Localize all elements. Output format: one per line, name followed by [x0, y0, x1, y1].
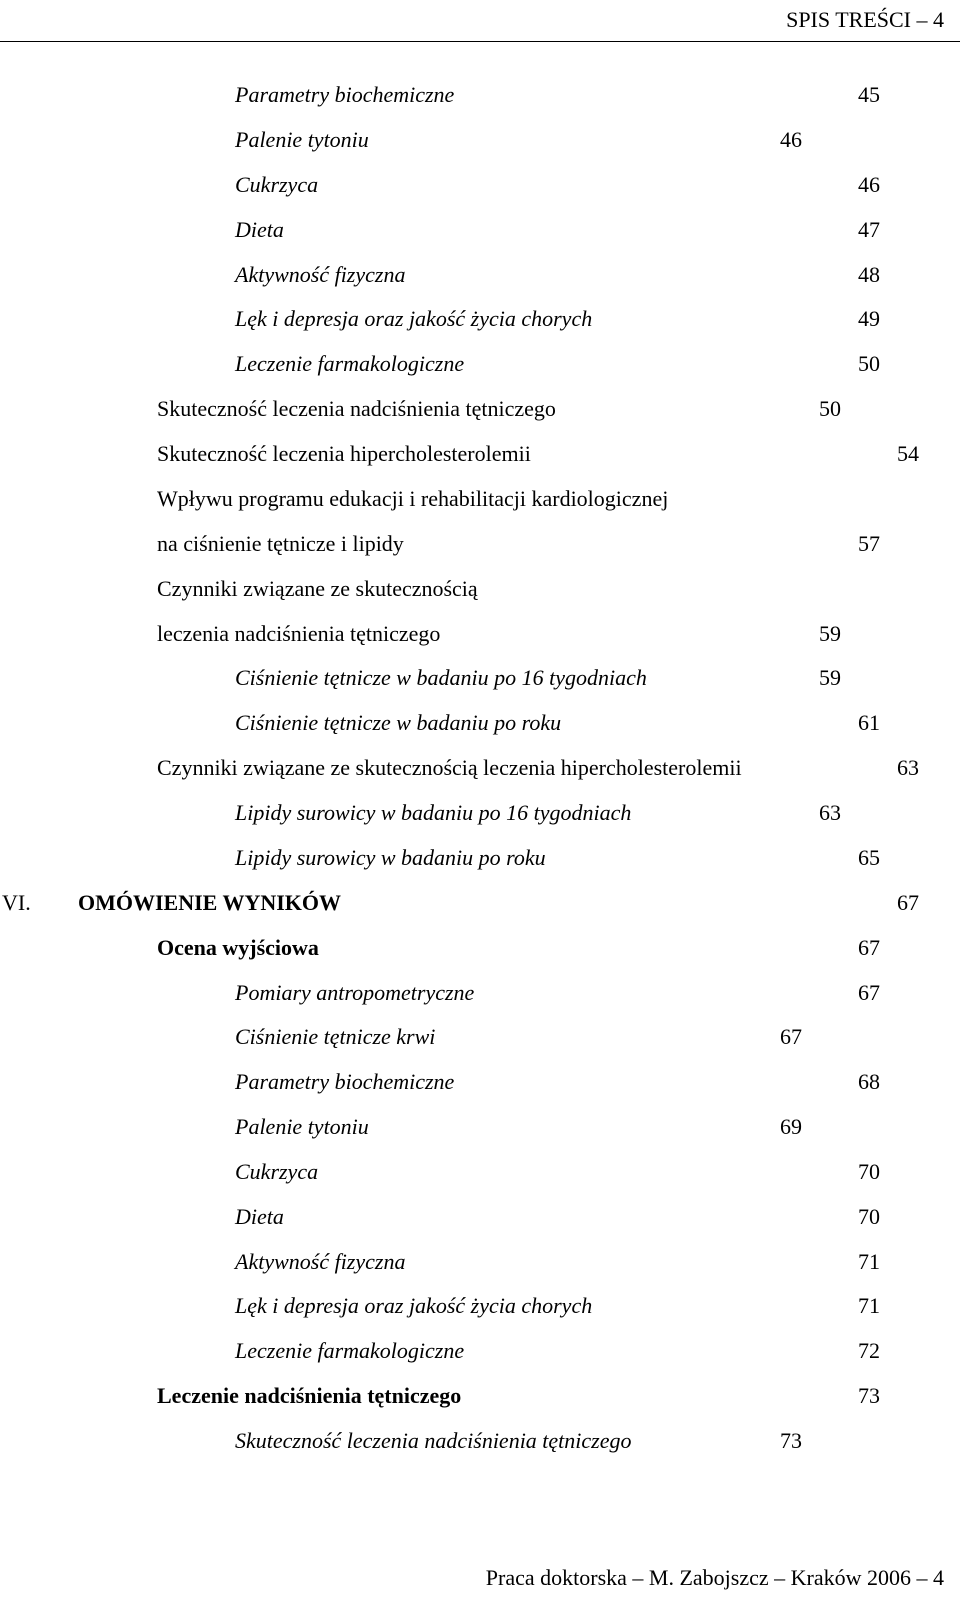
toc-entry-title: OMÓWIENIE WYNIKÓW — [78, 890, 342, 915]
toc-entry-page: 57 — [858, 531, 880, 556]
toc-entry-title: Aktywność fizyczna — [235, 1249, 406, 1274]
toc-entry-title: Ocena wyjściowa — [157, 935, 319, 960]
toc-entry-page: 67 — [780, 1024, 802, 1049]
toc-entry-page: 59 — [819, 621, 841, 646]
toc-entry-page: 65 — [858, 845, 880, 870]
toc-entry — [0, 617, 960, 651]
toc-entry — [0, 1424, 960, 1458]
toc-entry-title: Skuteczność leczenia hipercholesterolemii — [157, 441, 531, 466]
toc-entry-title: Parametry biochemiczne — [235, 1069, 455, 1094]
toc-entry — [0, 1110, 960, 1144]
toc-entry — [0, 1289, 960, 1323]
toc-entry — [0, 661, 960, 695]
toc-entry-page: 59 — [819, 665, 841, 690]
toc-entry-title: Dieta — [235, 1204, 284, 1229]
toc-entry-title: Skuteczność leczenia nadciśnienia tętniczego — [157, 396, 556, 421]
page-footer: Praca doktorska – M. Zabojszcz – Kraków 2006 – 4 — [485, 1565, 944, 1590]
toc-entry-page: 71 — [858, 1249, 880, 1274]
toc-section-entry — [0, 931, 960, 965]
toc-entry — [0, 392, 960, 426]
toc-entry-page: 45 — [858, 82, 880, 107]
toc-entry-page: 47 — [858, 217, 880, 242]
toc-entry — [0, 437, 960, 471]
toc-entry-page: 54 — [897, 441, 919, 466]
toc-entry — [0, 1065, 960, 1099]
toc-entry-title: Leczenie farmakologiczne — [235, 1338, 465, 1363]
toc-entry — [0, 302, 960, 336]
toc-entry — [0, 976, 960, 1010]
toc-entry — [0, 347, 960, 381]
toc-entry-page: 70 — [858, 1204, 880, 1229]
toc-entry-title: Aktywność fizyczna — [235, 262, 406, 287]
toc-entry-title: Ciśnienie tętnicze w badaniu po 16 tygodniach — [235, 665, 647, 690]
toc-entry-title: Lęk i depresja oraz jakość życia chorych — [235, 306, 593, 331]
toc-entry-page: 69 — [780, 1114, 802, 1139]
toc-entry-title: Palenie tytoniu — [235, 127, 369, 152]
toc-entry-page: 49 — [858, 306, 880, 331]
toc-entry-page: 61 — [858, 710, 880, 735]
toc-entry-title: Cukrzyca — [235, 1159, 319, 1184]
toc-entry-title: Cukrzyca — [235, 172, 319, 197]
toc-entry — [0, 258, 960, 292]
toc-entry-page: 72 — [858, 1338, 880, 1363]
toc-entry-title: leczenia nadciśnienia tętniczego — [157, 621, 441, 646]
toc-entry — [0, 527, 960, 561]
toc-entry-title: Ciśnienie tętnicze w badaniu po roku — [235, 710, 562, 735]
toc-entry-page: 67 — [897, 890, 919, 915]
toc-entry-title: Wpływu programu edukacji i rehabilitacji kardiologicznej — [157, 486, 669, 511]
toc-entry — [0, 1020, 960, 1054]
toc-entry-page: 68 — [858, 1069, 880, 1094]
toc-entry — [0, 1200, 960, 1234]
toc-entry — [0, 1334, 960, 1368]
toc-entry-page: 46 — [780, 127, 802, 152]
toc-section-entry — [0, 1379, 960, 1413]
toc-entry — [0, 213, 960, 247]
toc-entry-title: Czynniki związane ze skutecznością — [157, 576, 478, 601]
toc-entry-title: na ciśnienie tętnicze i lipidy — [157, 531, 404, 556]
toc-entry-title: Palenie tytoniu — [235, 1114, 369, 1139]
toc-entry-title: Lipidy surowicy w badaniu po roku — [235, 845, 546, 870]
toc-chapter-entry — [0, 886, 960, 920]
toc-entry-page: 67 — [858, 935, 880, 960]
toc-entry-title: Dieta — [235, 217, 284, 242]
toc-entry-title: Pomiary antropometryczne — [235, 980, 475, 1005]
toc-entry-page: 71 — [858, 1293, 880, 1318]
toc-entry-page: 50 — [858, 351, 880, 376]
chapter-number: VI. — [2, 890, 31, 915]
toc-entry — [0, 168, 960, 202]
toc-entry — [0, 706, 960, 740]
toc-entry-page: 73 — [780, 1428, 802, 1453]
toc-entry-title: Leczenie farmakologiczne — [235, 351, 465, 376]
toc-entry-page: 50 — [819, 396, 841, 421]
toc-entry — [0, 123, 960, 157]
toc-entry — [0, 841, 960, 875]
toc-entry-page: 70 — [858, 1159, 880, 1184]
toc-entry — [0, 1155, 960, 1189]
running-header: SPIS TREŚCI – 4 — [786, 7, 944, 32]
toc-entry-title: Leczenie nadciśnienia tętniczego — [157, 1383, 462, 1408]
toc-entry-title: Ciśnienie tętnicze krwi — [235, 1024, 436, 1049]
toc-entry-page: 73 — [858, 1383, 880, 1408]
toc-entry-page: 67 — [858, 980, 880, 1005]
toc-entry-page: 46 — [858, 172, 880, 197]
toc-entry — [0, 1245, 960, 1279]
toc-entry-page: 48 — [858, 262, 880, 287]
toc-entry-title: Parametry biochemiczne — [235, 82, 455, 107]
toc-entry — [0, 78, 960, 112]
toc-entry — [0, 796, 960, 830]
toc-entry-title: Lipidy surowicy w badaniu po 16 tygodniach — [235, 800, 632, 825]
toc-entry — [0, 482, 960, 516]
toc-entry-page: 63 — [819, 800, 841, 825]
toc-entry-title: Czynniki związane ze skutecznością leczenia hipercholesterolemii — [157, 755, 742, 780]
toc-entry — [0, 572, 960, 606]
toc-entry — [0, 751, 960, 785]
toc-entry-page: 63 — [897, 755, 919, 780]
toc-entry-title: Skuteczność leczenia nadciśnienia tętniczego — [235, 1428, 632, 1453]
toc-entry-title: Lęk i depresja oraz jakość życia chorych — [235, 1293, 593, 1318]
